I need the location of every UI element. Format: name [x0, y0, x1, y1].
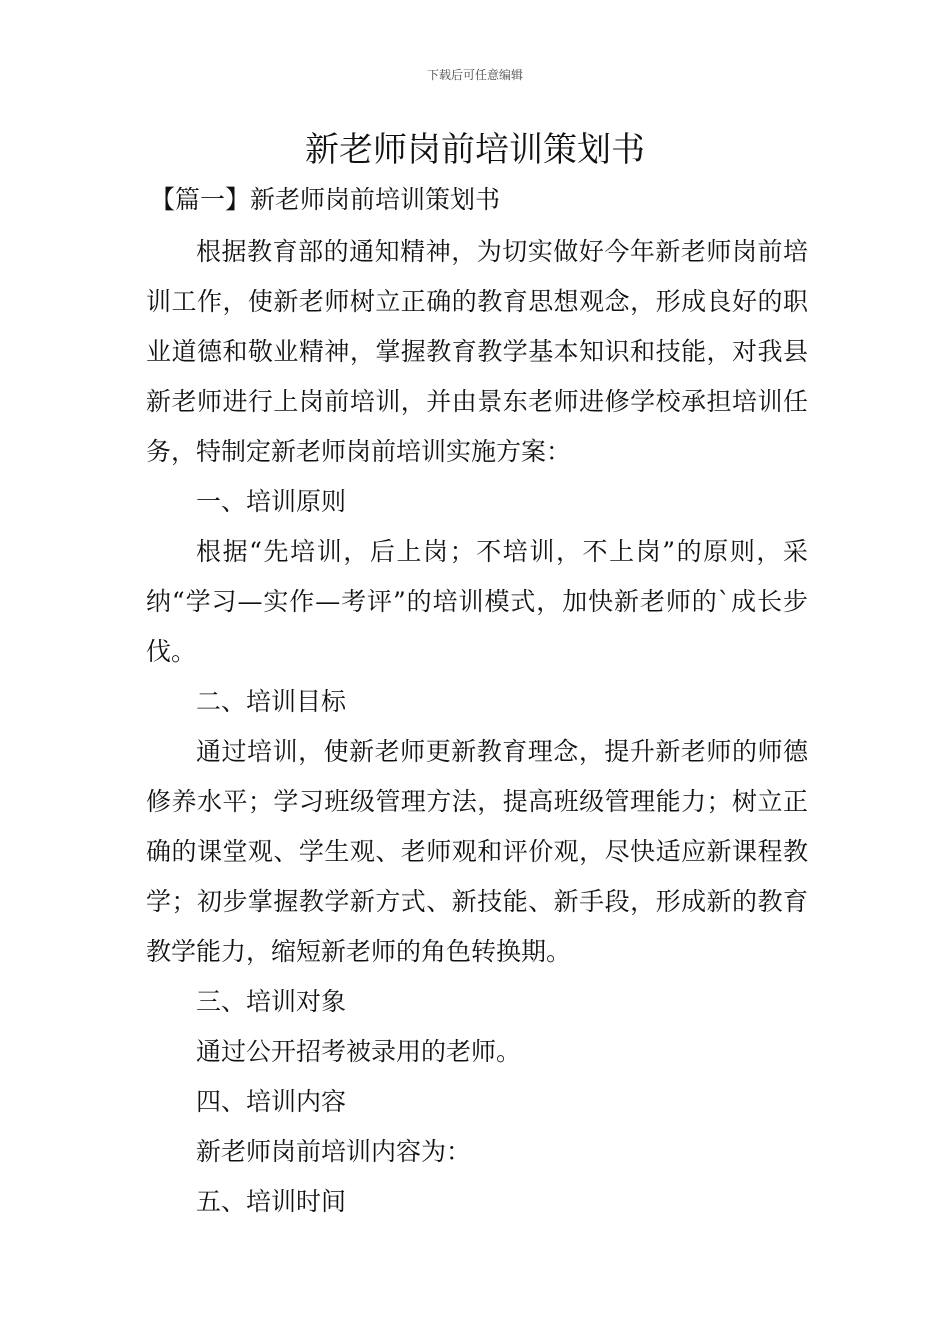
paragraph-audience: 通过公开招考被录用的老师。	[196, 1037, 522, 1066]
document-title: 新老师岗前培训策划书	[305, 130, 645, 170]
heading-schedule: 五、培训时间	[196, 1187, 347, 1216]
paragraph-content: 新老师岗前培训内容为：	[196, 1137, 472, 1166]
heading-content: 四、培训内容	[196, 1087, 347, 1116]
paragraph-intro: 根据教育部的通知精神，为切实做好今年新老师岗前培训工作，使新老师树立正确的教育思想观念，形成良好的职业道德和敬业精神，掌握教育教学基本知识和技能，对我县新老师进行上岗前培训，并由景东老师进修学校承担培训任务，特制定新老师岗前培训实施方案：	[146, 237, 808, 466]
paragraph-principles: 根据“先培训，后上岗；不培训，不上岗”的原则，采纳“学习—实作—考评”的培训模式，加快新老师的`成长步伐。	[146, 537, 808, 666]
heading-goals: 二、培训目标	[196, 687, 347, 716]
section-title: 【篇一】新老师岗前培训策划书	[150, 185, 501, 214]
heading-audience: 三、培训对象	[196, 987, 347, 1016]
heading-principles: 一、培训原则	[196, 487, 347, 516]
paragraph-goals: 通过培训，使新老师更新教育理念，提升新老师的师德修养水平；学习班级管理方法，提高班级管理能力；树立正确的课堂观、学生观、老师观和评价观，尽快适应新课程教学；初步掌握教学新方式、新技能、新手段，形成新的教育教学能力，缩短新老师的角色转换期。	[146, 737, 808, 966]
document-body	[146, 227, 808, 1227]
page-header-note: 下载后可任意编辑	[426, 68, 523, 82]
